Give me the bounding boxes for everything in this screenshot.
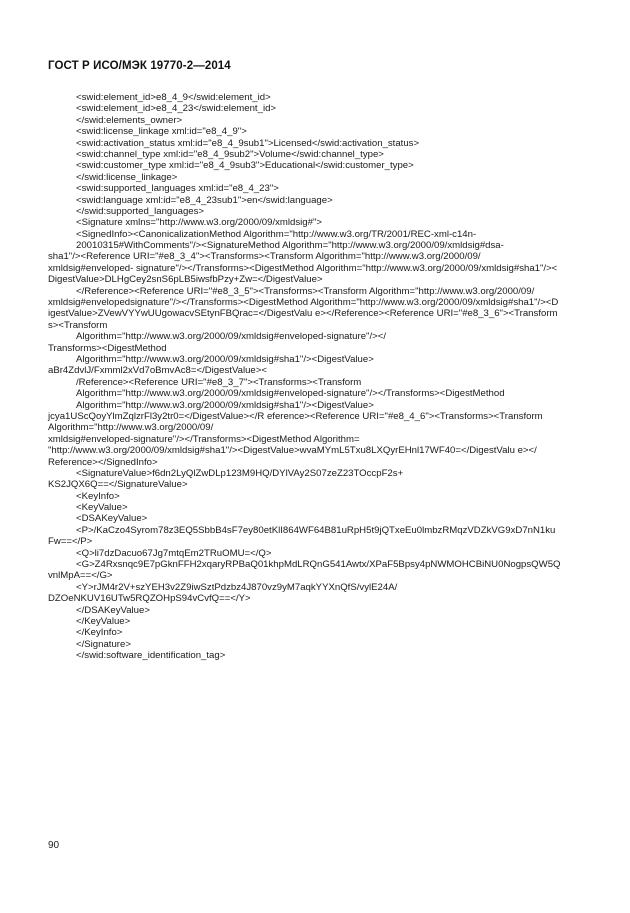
code-line: Algorithm="http://www.w3.org/2000/09/ (48, 422, 214, 434)
page-number: 90 (48, 840, 60, 851)
code-line: jcya1UScQoyYlmZqlzrFl3y2tr0=</DigestValue></R eference><Reference URI="#e8_4_6"><Transforms><Transform (48, 410, 543, 422)
code-line: <Y>rJM4r2V+szYEH3v2Z9iwSztPdzbz4J870vz9yM7aqkYYXnQfS/vylE24A/ (76, 581, 398, 593)
xml-code-listing (48, 92, 588, 662)
code-line: xmldsig#envelopedsignature"/></Transforms><DigestMethod Algorithm="http://www.w3.org/2000/09/xmldsig#sha1"/><D (48, 297, 559, 309)
code-line: <swid:element_id>e8_4_9</swid:element_id> (76, 92, 271, 103)
code-line: <G>Z4Rxsnqc9E7pGknFFH2xqaryRPBaQ01khpMdLRQnG541Awtx/XPaF5Bpsy4pNWMOHCBiNU0NogpsQW5Q (76, 559, 561, 571)
code-line: Algorithm="http://www.w3.org/2000/09/xmldsig#sha1"/><DigestValue> (76, 353, 374, 365)
code-line: <KeyInfo> (76, 490, 120, 502)
code-line: <swid:language xml:id="e8_4_23sub1">en</swid:language> (76, 194, 333, 206)
code-line: s><Transform (48, 319, 108, 331)
code-line: </KeyInfo> (76, 627, 123, 639)
code-line: <swid:supported_languages xml:id="e8_4_23"> (76, 183, 279, 195)
code-line: <SignatureValue>f6dn2LyQlZwDLp123M9HQ/DYlVAy2S07zeZ23TOccpF2s+ (76, 467, 404, 479)
code-line: </swid:license_linkage> (76, 171, 178, 183)
code-line: Algorithm="http://www.w3.org/2000/09/xmldsig#enveloped-signature"/></ (76, 331, 386, 343)
code-line: vnlMpA==</G> (48, 570, 113, 582)
code-line: Algorithm="http://www.w3.org/2000/09/xmldsig#enveloped-signature"/></Transforms><DigestMethod (76, 388, 505, 400)
code-line: Algorithm="http://www.w3.org/2000/09/xmldsig#sha1"/><DigestValue> (76, 399, 374, 411)
code-line: DigestValue>DLHgCey2snS6pLB5iwsfbPzy+Zw=</DigestValue> (48, 274, 323, 286)
code-line: DZOeNKUV16UTw5RQZOHpS94vCvfQ==</Y> (48, 593, 251, 605)
code-line: </KeyValue> (76, 615, 131, 627)
code-line: 20010315#WithComments"/><SignatureMethod Algorithm="http://www.w3.org/2000/09/xmldsig#dsa- (76, 240, 504, 252)
code-line: <swid:element_id>e8_4_23</swid:element_id> (76, 103, 277, 115)
code-line: <swid:customer_type xml:id="e8_4_9sub3">Educational</swid:customer_type> (76, 160, 414, 172)
code-line: </swid:supported_languages> (76, 205, 205, 217)
code-line: </swid:elements_owner> (76, 114, 183, 126)
code-line: KS2JQX6Q==</SignatureValue> (48, 479, 188, 491)
code-line: <swid:channel_type xml:id="e8_4_9sub2">Volume</swid:channel_type> (76, 148, 384, 160)
code-line: xmldsig#enveloped-signature"/></Transforms><DigestMethod Algorithm= (48, 433, 360, 445)
code-line: </Signature> (76, 638, 131, 650)
code-line: <SignedInfo><CanonicalizationMethod Algorithm="http://www.w3.org/TR/2001/REC-xml-c14n- (76, 228, 477, 240)
code-line: </swid:software_identification_tag> (76, 650, 226, 662)
code-line: Transforms><DigestMethod (48, 342, 167, 354)
code-line: <swid:activation_status xml:id="e8_4_9sub1">Licensed</swid:activation_status> (76, 137, 420, 149)
code-line: sha1"/><Reference URI="#e8_3_4"><Transforms><Transform Algorithm="http://www.w3.org/2000/09/ (48, 251, 481, 263)
code-line: <P>/KaCzo4Syrom78z3EQ5SbbB4sF7ey80etKlI864WF64B81uRpH5t9jQTxeEu0lmbzRMqzVDZkVG9xD7nN1ku (76, 524, 556, 536)
code-line: xmldsig#enveloped- signature"/></Transforms><DigestMethod Algorithm="http://www.w3.org/2000/09/xmldsig#sha1"/>< (48, 262, 558, 274)
code-line: <swid:license_linkage xml:id="e8_4_9"> (76, 126, 247, 138)
code-line: Reference></SignedInfo> (48, 456, 158, 468)
document-header-title: ГОСТ Р ИСО/МЭК 19770-2—2014 (48, 60, 231, 72)
code-line: <DSAKeyValue> (76, 513, 148, 525)
code-line: </DSAKeyValue> (76, 604, 150, 616)
code-line: <KeyValue> (76, 502, 128, 514)
code-line: "http://www.w3.org/2000/09/xmldsig#sha1"/><DigestValue>wvaMYmL5Txu8LXQyrEHnl17WF40=</DigestValu e></ (48, 445, 537, 457)
code-line: <Q>li7dzDacuo67Jg7mtqEm2TRuOMU=</Q> (76, 547, 272, 559)
code-line: aBr4ZdvlJ/Fxmml2xVd7oBmvAc8=</DigestValue>< (48, 365, 267, 377)
code-line: </Reference><Reference URI="#e8_3_5"><Transforms><Transform Algorithm="http://www.w3.org/2000/09/ (76, 285, 535, 297)
code-line: igestValue>ZVewVYYwUUgowacvSEtynFBQrac=</DigestValu e></Reference><Reference URI="#e8_3_6"><Transform (48, 308, 558, 320)
code-line: <Signature xmlns="http://www.w3.org/2000/09/xmldsig#"> (76, 217, 322, 229)
code-line: Fw==</P> (48, 536, 93, 548)
code-line: /Reference><Reference URI="#e8_3_7"><Transforms><Transform (76, 376, 362, 388)
